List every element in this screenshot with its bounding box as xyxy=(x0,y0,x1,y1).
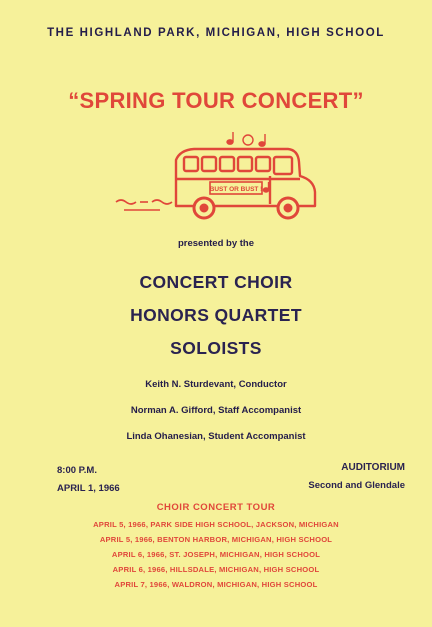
group-honors-quartet: HONORS QUARTET xyxy=(130,305,302,325)
tour-stop: APRIL 5, 1966, BENTON HARBOR, MICHIGAN, HIGH SCHOOL xyxy=(99,535,333,544)
concert-date: APRIL 1, 1966 xyxy=(57,483,120,494)
conductor-credit: Keith N. Sturdevant, Conductor xyxy=(145,379,287,390)
speed-lines-icon xyxy=(116,200,172,210)
tour-stop: APRIL 6, 1966, ST. JOSEPH, MICHIGAN, HIGH SCHOOL xyxy=(111,550,321,559)
staff-accompanist-credit: Norman A. Gifford, Staff Accompanist xyxy=(130,405,302,416)
school-bus-illustration xyxy=(112,130,322,225)
group-concert-choir: CONCERT CHOIR xyxy=(139,272,293,292)
concert-venue: AUDITORIUM xyxy=(341,462,405,473)
bus-sign-text: BUST OR BUST ! xyxy=(209,186,263,193)
concert-time: 8:00 P.M. xyxy=(57,465,97,476)
student-accompanist-credit: Linda Ohanesian, Student Accompanist xyxy=(126,431,306,442)
concert-title: “SPRING TOUR CONCERT” xyxy=(68,88,364,113)
tour-stop: APRIL 7, 1966, WALDRON, MICHIGAN, HIGH SCHOOL xyxy=(114,580,318,589)
group-soloists: SOLOISTS xyxy=(170,338,262,358)
presented-by: presented by the xyxy=(177,238,255,249)
venue-location: Second and Glendale xyxy=(308,480,405,491)
tour-stop: APRIL 5, 1966, PARK SIDE HIGH SCHOOL, JACKSON, MICHIGAN xyxy=(93,520,339,529)
tour-heading: CHOIR CONCERT TOUR xyxy=(156,502,276,513)
bus-body-icon xyxy=(176,149,315,206)
school-name: THE HIGHLAND PARK, MICHIGAN, HIGH SCHOOL xyxy=(47,27,385,39)
tour-stop: APRIL 6, 1966, HILLSDALE, MICHIGAN, HIGH SCHOOL xyxy=(112,565,320,574)
